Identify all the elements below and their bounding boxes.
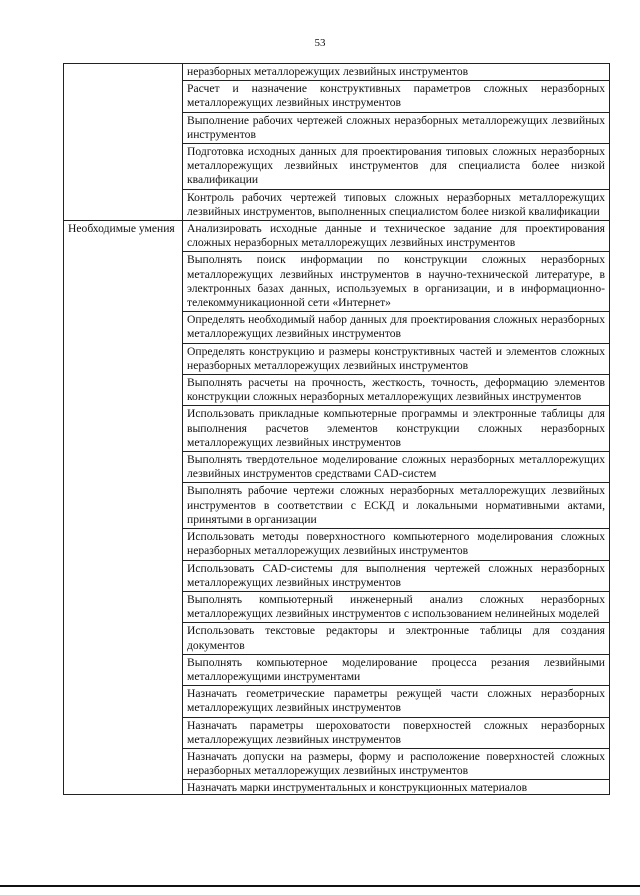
- table-cell: Определять конструкцию и размеры конструктивных частей и элементов сложных неразборных металлорежущих лезвийных инструментов: [183, 343, 610, 374]
- table-cell: Выполнять рабочие чертежи сложных неразборных металлорежущих лезвийных инструментов в соответствии с ЕСКД и локальными нормативными актами, принятыми в организации: [183, 483, 610, 529]
- table-cell: Назначать геометрические параметры режущей части сложных неразборных металлорежущих лезвийных инструментов: [183, 686, 610, 717]
- cut-off-line: Назначать марки инструментальных и конструкционных материалов: [187, 781, 528, 794]
- table-cell: Выполнять компьютерное моделирование процесса резания лезвийными металлорежущими инструментами: [183, 654, 610, 685]
- table-cell: Использовать CAD-системы для выполнения чертежей сложных неразборных металлорежущих лезвийных инструментов: [183, 560, 610, 591]
- table-cell: Использовать прикладные компьютерные программы и электронные таблицы для выполнения расчетов элементов конструкции сложных неразборных металлорежущих лезвийных инструментов: [183, 406, 610, 452]
- table-cell: Выполнять компьютерный инженерный анализ сложных неразборных металлорежущих лезвийных инструментов с использованием нелинейных моделей: [183, 591, 610, 622]
- table-cell: Выполнять поиск информации по конструкции сложных неразборных металлорежущих лезвийных инструментов в научно-технической литературе, в электронных базах данных, используемых в организации, и в информационно-телекоммуникационной сети «Интернет»: [183, 252, 610, 312]
- page-bottom-edge: [0, 885, 640, 887]
- table-cell: Определять необходимый набор данных для проектирования сложных неразборных металлорежущих лезвийных инструментов: [183, 312, 610, 343]
- table-cell: Выполнять твердотельное моделирование сложных неразборных металлорежущих лезвийных инструментов средствами CAD-систем: [183, 452, 610, 483]
- table-cell: Назначать допуски на размеры, форму и расположение поверхностей сложных неразборных металлорежущих лезвийных инструментов: [183, 748, 610, 779]
- table-cell: [183, 780, 610, 795]
- table-cell: неразборных металлорежущих лезвийных инструментов: [183, 64, 610, 81]
- section-label-skills: Необходимые умения: [64, 221, 183, 795]
- table-cell: Выполнять расчеты на прочность, жесткость, точность, деформацию элементов конструкции сложных неразборных металлорежущих лезвийных инструментов: [183, 375, 610, 406]
- table-cell: Использовать методы поверхностного компьютерного моделирования сложных неразборных металлорежущих лезвийных инструментов: [183, 529, 610, 560]
- table-row: [64, 221, 610, 252]
- table-cell: Выполнение рабочих чертежей сложных неразборных металлорежущих лезвийных инструментов: [183, 112, 610, 143]
- competency-table: [63, 63, 610, 795]
- table-cell: Подготовка исходных данных для проектирования типовых сложных неразборных металлорежущих лезвийных инструментов для специалиста более низкой квалификации: [183, 144, 610, 190]
- section-label-empty: [64, 64, 183, 221]
- table-cell: Назначать параметры шероховатости поверхностей сложных неразборных металлорежущих лезвийных инструментов: [183, 717, 610, 748]
- table-cell: Анализировать исходные данные и техническое задание для проектирования сложных неразборных металлорежущих лезвийных инструментов: [183, 221, 610, 252]
- table-cell: Контроль рабочих чертежей типовых сложных неразборных металлорежущих лезвийных инструментов, выполненных специалистом более низкой квалификации: [183, 189, 610, 220]
- table-cell: Расчет и назначение конструктивных параметров сложных неразборных металлорежущих лезвийных инструментов: [183, 81, 610, 112]
- table-row: [64, 64, 610, 81]
- table-cell: Использовать текстовые редакторы и электронные таблицы для создания документов: [183, 623, 610, 654]
- page-number: 53: [314, 37, 326, 49]
